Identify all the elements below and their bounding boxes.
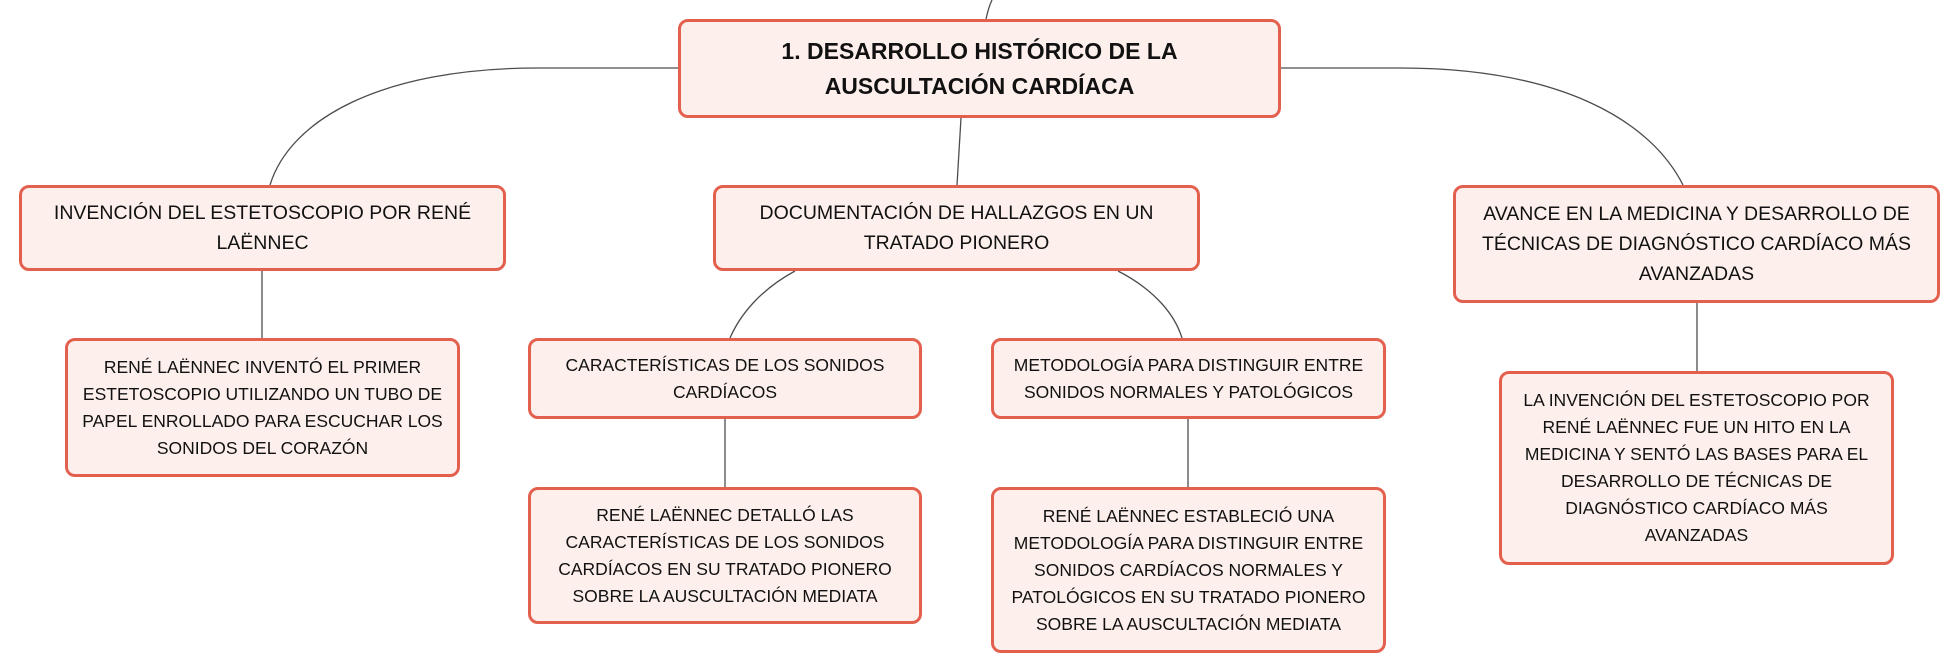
subtopic-label-sound-characteristics: CARACTERÍSTICAS DE LOS SONIDOS CARDÍACOS [565,354,885,402]
connector-branch-2-to-sub-1 [730,271,795,338]
connector-root-to-branch-3 [1281,68,1683,185]
connector-root-to-branch-1 [270,68,678,185]
branch-node-invention[interactable] [19,185,506,271]
branch-label-invention: INVENCIÓN DEL ESTETOSCOPIO POR RENÉ LAËNNEC [53,202,472,254]
subtopic-node-sound-characteristics[interactable] [528,338,922,419]
connector-root-to-parent [986,0,992,19]
detail-node-sound-characteristics[interactable] [528,487,922,624]
connector-branch-2-to-sub-2 [1118,271,1182,338]
branch-node-advance[interactable] [1453,185,1940,303]
detail-node-invention[interactable] [65,338,460,477]
branch-label-advance: AVANCE EN LA MEDICINA Y DESARROLLO DE TÉCNICAS DE DIAGNÓSTICO CARDÍACO MÁS AVANZADAS [1481,203,1912,285]
detail-label-advance: LA INVENCIÓN DEL ESTETOSCOPIO POR RENÉ LAËNNEC FUE UN HITO EN LA MEDICINA Y SENTÓ LAS BASES PARA EL DESARROLLO DE TÉCNICAS DE DIAGNÓSTICO CARDÍACO MÁS AVANZADAS [1523,390,1870,545]
root-topic-node[interactable] [678,19,1281,118]
connector-root-to-branch-2 [957,118,961,185]
subtopic-node-methodology[interactable] [991,338,1386,419]
branch-node-documentation[interactable] [713,185,1200,271]
branch-label-documentation: DOCUMENTACIÓN DE HALLAZGOS EN UN TRATADO PIONERO [759,202,1154,254]
subtopic-label-methodology: METODOLOGÍA PARA DISTINGUIR ENTRE SONIDOS NORMALES Y PATOLÓGICOS [1013,354,1364,402]
detail-label-methodology: RENÉ LAËNNEC ESTABLECIÓ UNA METODOLOGÍA PARA DISTINGUIR ENTRE SONIDOS CARDÍACOS NORMALES Y PATOLÓGICOS EN SU TRATADO PIONERO SOBRE LA AUSCULTACIÓN MEDIATA [1011,505,1366,634]
detail-node-methodology[interactable] [991,487,1386,653]
root-topic-label: 1. DESARROLLO HISTÓRICO DE LA AUSCULTACIÓN CARDÍACA [781,37,1178,99]
detail-label-invention: RENÉ LAËNNEC INVENTÓ EL PRIMER ESTETOSCOPIO UTILIZANDO UN TUBO DE PAPEL ENROLLADO PARA ESCUCHAR LOS SONIDOS DEL CORAZÓN [82,356,443,458]
detail-label-sound-characteristics: RENÉ LAËNNEC DETALLÓ LAS CARACTERÍSTICAS DE LOS SONIDOS CARDÍACOS EN SU TRATADO PIONERO SOBRE LA AUSCULTACIÓN MEDIATA [558,504,892,606]
detail-node-advance[interactable] [1499,371,1894,565]
